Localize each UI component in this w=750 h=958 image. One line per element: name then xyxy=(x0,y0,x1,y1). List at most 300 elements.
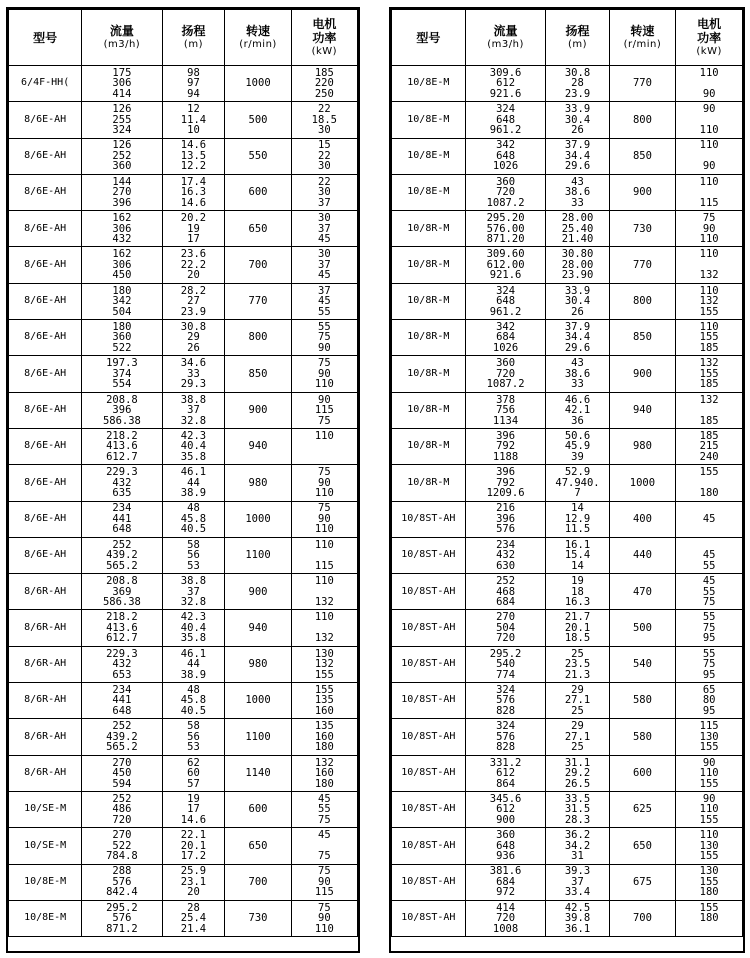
head-value: 23.5 xyxy=(564,658,591,671)
cell-head xyxy=(162,537,225,573)
power-value: 90 xyxy=(318,367,331,380)
table-row xyxy=(392,138,743,174)
power-value: 115 xyxy=(699,196,719,209)
flow-value: 792 xyxy=(496,476,516,489)
table-row xyxy=(9,828,358,864)
table-row xyxy=(9,719,358,755)
flow-value: 216 xyxy=(496,502,516,515)
cell-power xyxy=(291,683,357,719)
table-row xyxy=(392,828,743,864)
flow-value: 720 xyxy=(112,813,132,826)
cell-head xyxy=(162,719,225,755)
power-value: 155 xyxy=(699,901,719,914)
table-row xyxy=(392,537,743,573)
head-value: 19 xyxy=(571,575,584,588)
cell-power xyxy=(291,646,357,682)
flow-value: 180 xyxy=(112,284,132,297)
head-value: 31 xyxy=(571,850,584,863)
flow-value: 295.20 xyxy=(486,212,525,225)
flow-value: 342 xyxy=(112,295,132,308)
table-row xyxy=(392,392,743,428)
head-value: 25 xyxy=(571,704,584,717)
cell-power xyxy=(291,283,357,319)
cell-speed: 650 xyxy=(225,828,291,864)
head-value: 15.4 xyxy=(564,549,591,562)
head-value: 11.4 xyxy=(180,113,207,126)
cell-speed: 1140 xyxy=(225,755,291,791)
cell-flow xyxy=(82,428,162,464)
head-value: 14 xyxy=(571,502,584,515)
flow-value: 504 xyxy=(112,305,132,318)
power-value: 110 xyxy=(314,378,334,391)
flow-value: 396 xyxy=(112,196,132,209)
head-value: 33 xyxy=(571,196,584,209)
head-value: 22.2 xyxy=(180,258,207,271)
cell-model: 10/8ST-AH xyxy=(392,719,466,755)
power-value: 90 xyxy=(702,222,716,235)
power-value: 22 xyxy=(318,103,331,116)
cell-model: 10/8R-M xyxy=(392,356,466,392)
head-value: 39 xyxy=(571,450,584,463)
cell-head xyxy=(162,574,225,610)
power-value: 132 xyxy=(699,357,719,370)
cell-power xyxy=(291,719,357,755)
cell-head xyxy=(546,791,609,827)
flow-value: 374 xyxy=(112,367,132,380)
header-model: 型号 xyxy=(392,10,466,66)
flow-value: 360 xyxy=(496,829,516,842)
cell-head xyxy=(162,356,225,392)
cell-head xyxy=(546,356,609,392)
power-value: 55 xyxy=(318,320,331,333)
cell-power xyxy=(291,66,357,102)
head-value: 14 xyxy=(571,559,584,572)
power-value: 155 xyxy=(699,466,719,479)
cell-power xyxy=(291,247,357,283)
head-value: 40.4 xyxy=(180,621,207,634)
header-model: 型号 xyxy=(9,10,82,66)
power-value: 180 xyxy=(699,912,719,925)
cell-model: 8/6E-AH xyxy=(9,537,82,573)
head-value: 42.1 xyxy=(564,404,591,417)
table-row xyxy=(9,791,358,827)
flow-value: 504 xyxy=(496,621,516,634)
head-value: 45.8 xyxy=(180,512,207,525)
power-value: 132 xyxy=(314,756,334,769)
flow-value: 594 xyxy=(112,777,132,790)
head-value: 39.3 xyxy=(564,865,591,878)
head-value: 29.6 xyxy=(564,341,591,354)
cell-head xyxy=(162,828,225,864)
cell-model: 10/8R-M xyxy=(392,211,466,247)
cell-head xyxy=(546,646,609,682)
power-value: 110 xyxy=(314,523,334,536)
cell-model: 10/8ST-AH xyxy=(392,610,466,646)
cell-head xyxy=(546,66,609,102)
power-value: 132 xyxy=(314,658,334,671)
cell-speed: 1100 xyxy=(225,719,291,755)
cell-speed: 400 xyxy=(609,501,676,537)
cell-speed: 700 xyxy=(225,247,291,283)
cell-speed: 1100 xyxy=(225,537,291,573)
flow-value: 630 xyxy=(496,559,516,572)
head-value: 97 xyxy=(187,77,200,90)
cell-head xyxy=(162,320,225,356)
power-value: 95 xyxy=(702,632,716,645)
flow-value: 439.2 xyxy=(106,730,138,743)
cell-speed: 700 xyxy=(609,900,676,936)
head-value: 31.1 xyxy=(564,756,591,769)
flow-value: 784.8 xyxy=(106,850,138,863)
cell-power xyxy=(676,864,743,900)
cell-model: 8/6E-AH xyxy=(9,211,82,247)
cell-model: 8/6R-AH xyxy=(9,646,82,682)
cell-head xyxy=(162,392,225,428)
flow-value: 229.3 xyxy=(106,466,138,479)
power-value: 110 xyxy=(699,320,719,333)
head-value: 21.4 xyxy=(180,922,207,935)
power-value: 90 xyxy=(702,87,716,100)
table-row xyxy=(9,537,358,573)
table-row xyxy=(392,174,743,210)
flow-value: 255 xyxy=(112,113,132,126)
cell-head xyxy=(162,428,225,464)
power-value: 45 xyxy=(318,829,331,842)
flow-value: 720 xyxy=(496,186,516,199)
power-value: 55 xyxy=(318,305,331,318)
power-value: 55 xyxy=(318,803,331,816)
table-row xyxy=(9,102,358,138)
cell-flow xyxy=(82,864,162,900)
flow-value: 234 xyxy=(112,502,132,515)
head-value: 98 xyxy=(187,66,200,79)
flow-value: 270 xyxy=(112,186,132,199)
table-row xyxy=(392,320,743,356)
cell-flow xyxy=(465,428,546,464)
cell-model: 8/6R-AH xyxy=(9,610,82,646)
cell-speed: 900 xyxy=(609,174,676,210)
power-value: 18.5 xyxy=(311,113,337,126)
power-value: 155 xyxy=(699,777,719,790)
head-value: 43 xyxy=(571,175,584,188)
head-value: 12.2 xyxy=(180,160,207,173)
cell-flow xyxy=(82,465,162,501)
cell-flow xyxy=(465,174,546,210)
flow-value: 586.38 xyxy=(102,414,141,427)
table-row xyxy=(392,791,743,827)
header-speed: 转速 (r/min) xyxy=(609,10,676,66)
flow-value: 1087.2 xyxy=(486,196,525,209)
cell-head xyxy=(162,102,225,138)
flow-value: 360 xyxy=(112,331,132,344)
cell-flow xyxy=(465,574,546,610)
head-value: 94 xyxy=(187,87,200,100)
head-value: 36.2 xyxy=(564,829,591,842)
cell-flow xyxy=(82,66,162,102)
power-value: 45 xyxy=(318,792,331,805)
cell-flow xyxy=(82,537,162,573)
cell-flow xyxy=(465,283,546,319)
flow-value: 270 xyxy=(496,611,516,624)
power-value: 185 xyxy=(699,429,719,442)
power-value: 75 xyxy=(318,466,331,479)
power-value: 130 xyxy=(699,730,719,743)
power-value: 55 xyxy=(702,585,716,598)
flow-value: 309.60 xyxy=(486,248,525,261)
power-value: 185 xyxy=(314,66,334,79)
head-value: 26 xyxy=(571,305,584,318)
power-value: 155 xyxy=(699,741,719,754)
flow-value: 126 xyxy=(112,139,132,152)
power-value: 110 xyxy=(699,66,719,79)
cell-head xyxy=(546,283,609,319)
table-row xyxy=(392,610,743,646)
flow-value: 342 xyxy=(496,139,516,152)
cell-model: 10/8ST-AH xyxy=(392,828,466,864)
cell-flow xyxy=(465,66,546,102)
flow-value: 961.2 xyxy=(489,305,522,318)
cell-speed: 650 xyxy=(609,828,676,864)
cell-power xyxy=(676,247,743,283)
power-value: 185 xyxy=(699,414,719,427)
head-value: 28 xyxy=(571,77,584,90)
power-value: 132 xyxy=(699,269,719,282)
power-value: 155 xyxy=(314,668,334,681)
power-value: 110 xyxy=(699,829,719,842)
flow-value: 921.6 xyxy=(489,87,522,100)
head-value: 23.9 xyxy=(180,305,207,318)
head-value: 56 xyxy=(187,549,200,562)
head-value: 25.40 xyxy=(561,222,594,235)
cell-speed: 600 xyxy=(225,791,291,827)
head-value: 23.9 xyxy=(564,87,591,100)
flow-value: 648 xyxy=(112,704,132,717)
flow-value: 774 xyxy=(496,668,516,681)
power-value: 75 xyxy=(318,502,331,515)
table-row xyxy=(392,864,743,900)
table-row xyxy=(392,719,743,755)
cell-head xyxy=(546,537,609,573)
cell-power xyxy=(291,392,357,428)
flow-value: 252 xyxy=(112,149,132,162)
cell-model: 8/6E-AH xyxy=(9,465,82,501)
power-value: 37 xyxy=(318,284,331,297)
power-value xyxy=(676,524,742,535)
cell-head xyxy=(162,211,225,247)
flow-value: 162 xyxy=(112,212,132,225)
head-value: 45.8 xyxy=(180,694,207,707)
cell-flow xyxy=(465,828,546,864)
power-value: 135 xyxy=(314,694,334,707)
power-value: 90 xyxy=(702,756,716,769)
power-value: 75 xyxy=(318,850,331,863)
head-value: 33 xyxy=(571,378,584,391)
cell-head xyxy=(546,102,609,138)
flow-value: 252 xyxy=(496,575,516,588)
cell-speed: 675 xyxy=(609,864,676,900)
head-value: 25.9 xyxy=(180,865,207,878)
table-body-left xyxy=(9,66,358,937)
cell-flow xyxy=(465,537,546,573)
head-value: 19 xyxy=(187,792,200,805)
flow-value: 252 xyxy=(112,538,132,551)
flow-value: 229.3 xyxy=(106,647,138,660)
power-value: 90 xyxy=(318,393,331,406)
head-value: 10 xyxy=(187,124,200,137)
head-value: 18.5 xyxy=(564,632,591,645)
flow-value: 288 xyxy=(112,865,132,878)
flow-value: 126 xyxy=(112,103,132,116)
flow-value: 565.2 xyxy=(106,741,138,754)
flow-value: 864 xyxy=(496,777,516,790)
power-value: 75 xyxy=(702,621,716,634)
cell-model: 8/6E-AH xyxy=(9,356,82,392)
cell-power xyxy=(676,465,743,501)
flow-value: 270 xyxy=(112,829,132,842)
power-value: 110 xyxy=(314,922,334,935)
flow-value: 720 xyxy=(496,367,516,380)
head-value: 22.1 xyxy=(180,829,207,842)
cell-power xyxy=(291,755,357,791)
cell-speed: 580 xyxy=(609,719,676,755)
flow-value: 162 xyxy=(112,248,132,261)
power-value: 45 xyxy=(702,575,716,588)
head-value: 32.8 xyxy=(180,596,207,609)
cell-head xyxy=(546,138,609,174)
head-value: 26 xyxy=(187,341,200,354)
cell-head xyxy=(546,320,609,356)
head-value: 33.5 xyxy=(564,792,591,805)
flow-value: 414 xyxy=(112,87,132,100)
cell-model: 8/6E-AH xyxy=(9,138,82,174)
cell-power xyxy=(676,646,743,682)
power-value: 155 xyxy=(699,813,719,826)
cell-head xyxy=(546,247,609,283)
cell-flow xyxy=(465,646,546,682)
table-row xyxy=(392,900,743,936)
head-value: 29.3 xyxy=(180,378,207,391)
power-value: 115 xyxy=(314,404,334,417)
flow-value: 324 xyxy=(496,284,516,297)
cell-flow xyxy=(465,465,546,501)
head-value: 33.4 xyxy=(564,886,591,899)
power-value: 30 xyxy=(318,248,331,261)
head-value: 42.3 xyxy=(180,611,207,624)
flow-value: 345.6 xyxy=(489,792,522,805)
power-value: 30 xyxy=(318,212,331,225)
flow-value: 441 xyxy=(112,512,132,525)
head-value: 37.9 xyxy=(564,320,591,333)
flow-value: 648 xyxy=(496,149,516,162)
head-value: 53 xyxy=(187,741,200,754)
flow-value: 144 xyxy=(112,175,132,188)
cell-speed: 800 xyxy=(609,283,676,319)
power-value: 30 xyxy=(318,124,331,137)
head-value: 60 xyxy=(187,767,200,780)
head-value: 28.00 xyxy=(561,212,594,225)
power-value: 45 xyxy=(318,233,331,246)
power-value: 132 xyxy=(314,632,334,645)
cell-power xyxy=(676,428,743,464)
cell-flow xyxy=(82,283,162,319)
cell-model: 10/8E-M xyxy=(392,66,466,102)
cell-power xyxy=(676,683,743,719)
head-value: 20.1 xyxy=(180,839,207,852)
head-value: 35.8 xyxy=(180,632,207,645)
flow-value: 441 xyxy=(112,694,132,707)
power-value: 95 xyxy=(702,668,716,681)
cell-head xyxy=(162,66,225,102)
cell-flow xyxy=(465,610,546,646)
cell-model: 10/8E-M xyxy=(392,102,466,138)
head-value: 25.4 xyxy=(180,912,207,925)
head-value: 27 xyxy=(187,295,200,308)
head-value: 30.4 xyxy=(564,113,591,126)
head-value: 48 xyxy=(187,502,200,515)
power-value: 22 xyxy=(318,175,331,188)
table-row xyxy=(9,900,358,936)
head-value: 18 xyxy=(571,585,584,598)
cell-speed: 440 xyxy=(609,537,676,573)
power-value: 180 xyxy=(699,487,719,500)
power-value: 75 xyxy=(702,596,716,609)
head-value: 40.5 xyxy=(180,704,207,717)
head-value: 53 xyxy=(187,559,200,572)
power-value: 110 xyxy=(314,611,334,624)
power-value: 160 xyxy=(314,767,334,780)
cell-model: 8/6R-AH xyxy=(9,574,82,610)
table-row xyxy=(9,574,358,610)
cell-head xyxy=(546,755,609,791)
power-value: 90 xyxy=(318,476,331,489)
cell-model: 8/6R-AH xyxy=(9,755,82,791)
flow-value: 306 xyxy=(112,258,132,271)
table-header-row xyxy=(392,10,743,66)
head-value: 16.3 xyxy=(564,596,591,609)
flow-value: 295.2 xyxy=(106,901,138,914)
cell-model: 10/8ST-AH xyxy=(392,900,466,936)
head-value: 35.8 xyxy=(180,450,207,463)
flow-value: 828 xyxy=(496,741,516,754)
head-value: 33.9 xyxy=(564,284,591,297)
cell-model: 8/6E-AH xyxy=(9,174,82,210)
power-value: 110 xyxy=(699,139,719,152)
cell-speed: 770 xyxy=(609,247,676,283)
head-value: 25 xyxy=(571,741,584,754)
flow-value: 1209.6 xyxy=(486,487,525,500)
cell-speed: 800 xyxy=(609,102,676,138)
cell-head xyxy=(162,755,225,791)
power-value: 250 xyxy=(314,87,334,100)
header-flow: 流量 (m3/h) xyxy=(82,10,162,66)
cell-model: 10/8ST-AH xyxy=(392,791,466,827)
cell-model: 10/8R-M xyxy=(392,392,466,428)
table-body-right xyxy=(392,66,743,937)
cell-flow xyxy=(465,719,546,755)
cell-flow xyxy=(82,174,162,210)
cell-power xyxy=(291,537,357,573)
cell-power xyxy=(291,791,357,827)
cell-model: 8/6R-AH xyxy=(9,719,82,755)
cell-head xyxy=(162,791,225,827)
head-value: 14.6 xyxy=(180,139,207,152)
cell-model: 8/6R-AH xyxy=(9,683,82,719)
power-value: 45 xyxy=(318,269,331,282)
head-value: 17 xyxy=(187,803,200,816)
head-value: 23.6 xyxy=(180,248,207,261)
head-value: 56 xyxy=(187,730,200,743)
cell-flow xyxy=(465,755,546,791)
